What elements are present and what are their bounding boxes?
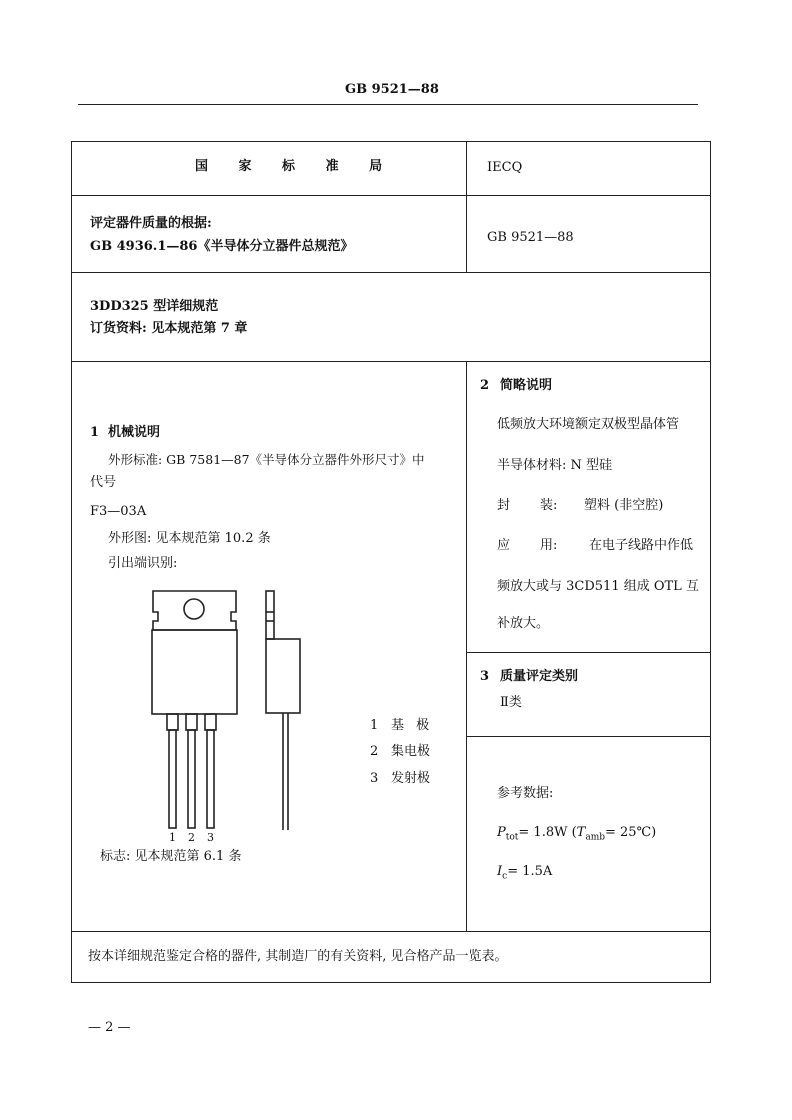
package-label: 封 <box>497 498 511 513</box>
application-label: 应 <box>497 538 511 553</box>
pin-legend-2-num: 2 <box>370 744 379 759</box>
application-value: 在电子线路中作低 <box>589 538 694 553</box>
pin-legend-3-name: 发射极 <box>391 771 431 786</box>
order-info: 订货资料: 见本规范第 7 章 <box>90 321 248 336</box>
ic-value: = 1.5A <box>507 864 553 879</box>
ic-subscript: c <box>502 871 508 882</box>
pin-number-3: 3 <box>207 831 214 844</box>
page-number: — 2 — <box>88 1020 131 1035</box>
iecq-label: IECQ <box>487 160 523 175</box>
qualified-products-note: 按本详细规范鉴定合格的器件, 其制造厂的有关资料, 见合格产品一览表。 <box>88 949 508 964</box>
tamb-value: = 25℃) <box>605 825 657 840</box>
application-label-2: 用: <box>540 538 558 553</box>
application-cont: 频放大或与 3CD511 组成 OTL 互 <box>497 579 699 594</box>
header-code: GB 9521—88 <box>345 82 439 97</box>
quality-basis-standard: GB 4936.1—86《半导体分立器件总规范》 <box>90 239 354 254</box>
quality-category: Ⅱ类 <box>500 695 522 710</box>
outline-code: F3—03A <box>90 504 147 519</box>
package-value: 塑料 (非空腔) <box>584 498 664 513</box>
ptot-subscript: tot <box>505 832 519 843</box>
pin-number-1: 1 <box>169 831 176 844</box>
tamb-symbol: T <box>576 825 586 840</box>
spec-title: 3DD325 型详细规范 <box>90 299 219 314</box>
pin-legend-3-num: 3 <box>370 771 379 786</box>
ptot-value: = 1.8W ( <box>518 825 577 840</box>
ptot-symbol: P <box>497 825 506 840</box>
section-3-heading: 质量评定类别 <box>500 669 579 684</box>
outline-standard-cont: 代号 <box>90 475 117 490</box>
to220-front-view <box>152 591 237 828</box>
pin-legend-1-name: 基 极 <box>391 718 434 733</box>
issuer-name: 国 家 标 准 局 <box>195 159 396 174</box>
pin-legend-1-num: 1 <box>370 718 379 733</box>
section-2-heading: 简略说明 <box>500 378 553 393</box>
to220-side-view <box>266 591 300 830</box>
pin-number-2: 2 <box>188 831 195 844</box>
semiconductor-material: 半导体材料: N 型硅 <box>497 458 613 473</box>
spec-number: GB 9521—88 <box>487 230 574 245</box>
section-1-number: 1 <box>90 425 100 440</box>
reference-data-title: 参考数据: <box>497 786 554 801</box>
section-3-number: 3 <box>480 669 490 684</box>
pin-legend-2-name: 集电极 <box>391 744 431 759</box>
ptot-spec <box>497 824 656 847</box>
application-end: 补放大。 <box>497 616 550 631</box>
quality-basis-label: 评定器件质量的根据: <box>90 216 212 231</box>
tamb-subscript: amb <box>585 832 606 843</box>
section-1-heading: 机械说明 <box>108 425 161 440</box>
package-label-2: 装: <box>540 498 558 513</box>
marking-ref: 标志: 见本规范第 6.1 条 <box>100 849 242 864</box>
outline-standard: 外形标准: GB 7581—87《半导体分立器件外形尺寸》中 <box>108 452 425 467</box>
section-2-number: 2 <box>480 378 490 393</box>
ic-symbol: I <box>497 864 503 879</box>
device-type: 低频放大环境额定双极型晶体管 <box>497 417 680 432</box>
ic-spec <box>497 863 552 886</box>
terminal-identification: 引出端识别: <box>108 556 178 571</box>
outline-drawing-ref: 外形图: 见本规范第 10.2 条 <box>108 531 271 546</box>
